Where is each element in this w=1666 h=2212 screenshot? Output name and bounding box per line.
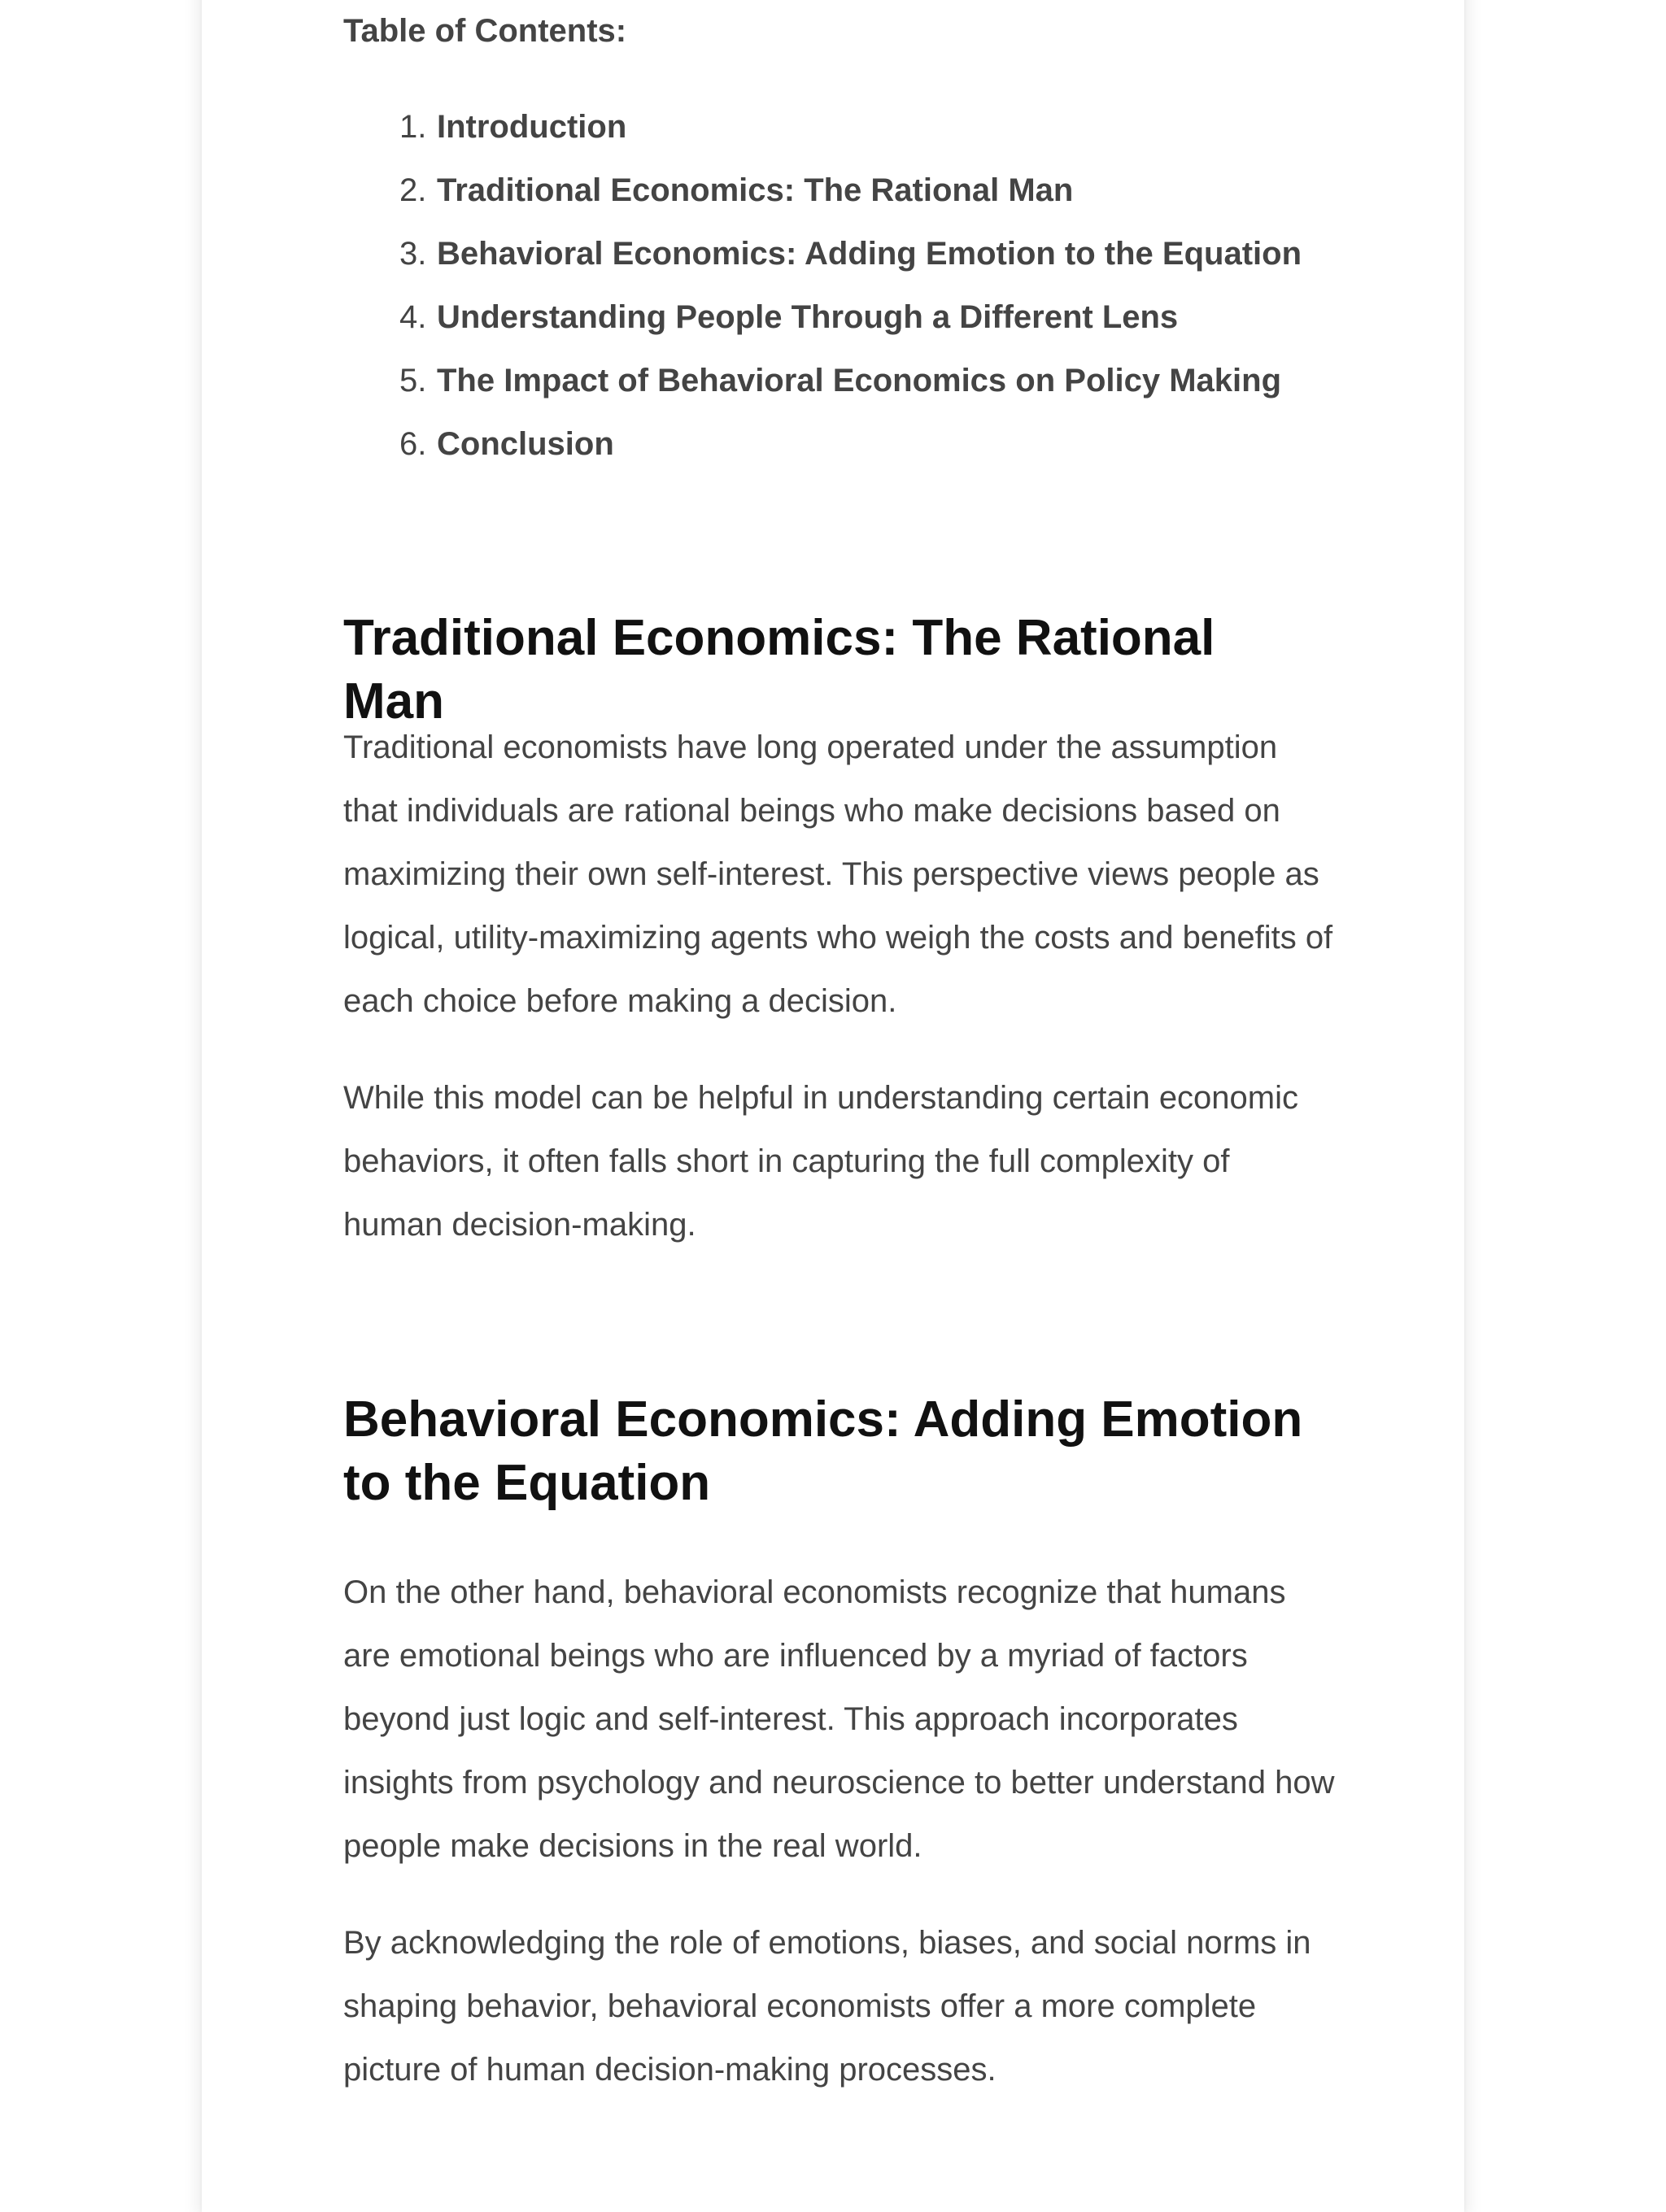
toc-item-policy-making	[343, 358, 1302, 421]
toc-item-understanding-people	[343, 294, 1302, 358]
toc-item-behavioral-economics	[343, 231, 1302, 294]
toc-link-introduction[interactable]: Introduction	[437, 109, 627, 145]
toc-link-traditional-economics[interactable]: Traditional Economics: The Rational Man	[437, 172, 1074, 208]
toc-link-policy-making[interactable]: The Impact of Behavioral Economics on Policy Making	[437, 363, 1282, 398]
toc-item-introduction	[343, 104, 1302, 168]
toc-item-number: 3.	[399, 236, 427, 272]
section-paragraph: By acknowledging the role of emotions, biases, and social norms in shaping behavior, behavioral economists offer a more complete picture of human decision-making processes.	[343, 1925, 1311, 2088]
toc-item-number: 5.	[399, 363, 427, 398]
toc-item-number: 2.	[399, 172, 427, 208]
section-paragraph: On the other hand, behavioral economists recognize that humans are emotional beings who are influenced by a myriad of factors beyond just logic and self-interest. This approach incorporates insights from psychology and neuroscience to better understand how people make decisions in the real world.	[343, 1574, 1335, 1864]
toc-link-understanding-people[interactable]: Understanding People Through a Different Lens	[437, 299, 1179, 335]
table-of-contents	[343, 104, 1302, 485]
section-title-behavioral-economics: Behavioral Economics: Adding Emotion to the Equation	[343, 1391, 1303, 1511]
toc-item-traditional-economics	[343, 168, 1302, 231]
section-paragraph: Traditional economists have long operated under the assumption that individuals are rational beings who make decisions based on maximizing their own self-interest. This perspective views people as logical, utility-maximizing agents who weigh the costs and benefits of each choice before making a decision.	[343, 729, 1333, 1019]
section-paragraph: While this model can be helpful in understanding certain economic behaviors, it often falls short in capturing the full complexity of human decision-making.	[343, 1080, 1299, 1243]
toc-heading: Table of Contents:	[343, 13, 627, 49]
document-page	[202, 0, 1464, 2212]
toc-link-conclusion[interactable]: Conclusion	[437, 426, 614, 462]
toc-item-number: 6.	[399, 426, 427, 462]
toc-item-number: 1.	[399, 109, 427, 145]
toc-link-behavioral-economics[interactable]: Behavioral Economics: Adding Emotion to the Equation	[437, 236, 1302, 272]
toc-item-number: 4.	[399, 299, 427, 335]
section-title-traditional-economics: Traditional Economics: The Rational Man	[343, 610, 1215, 729]
toc-item-conclusion	[343, 421, 1302, 485]
